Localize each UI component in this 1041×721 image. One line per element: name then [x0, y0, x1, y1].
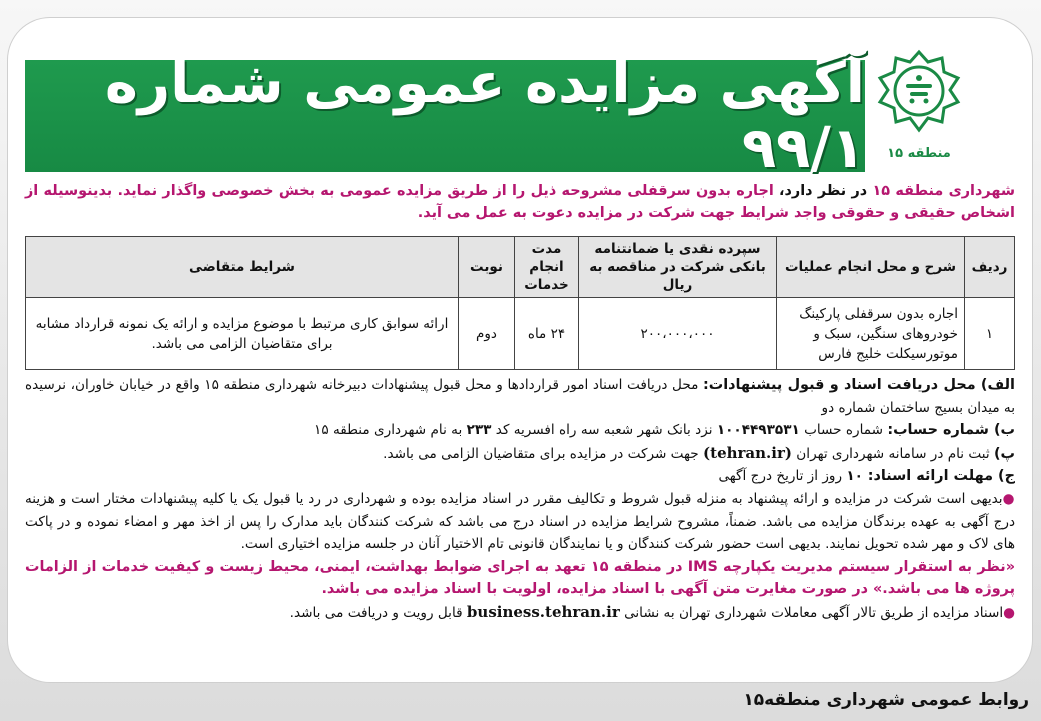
col-header-deposit: سپرده نقدی یا ضمانتنامه بانکی شرکت در مناقصه به ریال	[579, 237, 777, 298]
ims-notice	[25, 556, 1015, 601]
intro-connector: در نظر دارد،	[773, 183, 873, 199]
section-j-text: روز از تاریخ درج آگهی	[718, 468, 847, 485]
cell-row: ۱	[965, 298, 1015, 370]
bullet-documents-text1: اسناد مزایده از طریق تالار آگهی معاملات شهرداری تهران به نشانی	[619, 604, 1004, 621]
col-header-desc: شرح و محل انجام عملیات	[777, 237, 965, 298]
logo-district-label: منطقه ۱۵	[887, 146, 951, 161]
section-p-label: پ)	[993, 445, 1015, 462]
intro-org-name: شهرداری منطقه ۱۵	[872, 183, 1015, 199]
account-number: ۱۰۰۴۴۹۳۵۳۱	[716, 422, 800, 439]
col-header-row: ردیف	[965, 237, 1015, 298]
section-a-label: الف) محل دریافت اسناد و قبول پیشنهادات:	[703, 377, 1015, 393]
tehran-municipality-emblem-icon	[876, 48, 962, 144]
intro-body: اجاره بدون سرقفلی مشروحه ذیل را از طریق مزایده عمومی به بخش خصوصی واگذار نماید. بدینوسیله از اشخاص حقیقی و حقوقی واجد شرایط جهت شرکت در مزایده دعوت به عمل می آید.	[25, 183, 1015, 221]
section-b-label: ب) شماره حساب:	[887, 422, 1015, 439]
deadline-days: ۱۰	[846, 468, 868, 485]
intro-paragraph	[25, 180, 1015, 224]
col-header-round: نوبت	[459, 237, 515, 298]
cell-deposit: ۲۰۰،۰۰۰،۰۰۰	[579, 298, 777, 370]
bullet-terms	[25, 488, 1015, 556]
cell-duration: ۲۴ ماه	[515, 298, 579, 370]
section-j	[25, 465, 1015, 488]
page-title: آگهی مزایده عمومی شماره ۹۹/۱	[104, 51, 865, 181]
branch-code: ۲۳۳	[466, 422, 492, 439]
cell-conditions: ارائه سوابق کاری مرتبط با موضوع مزایده و ارائه یک نمونه قرارداد مشابه برای متقاضیان الزامی می باشد.	[26, 298, 459, 370]
section-b-text2: نزد بانک شهر شعبه سه راه افسریه کد	[491, 422, 717, 439]
cell-round: دوم	[459, 298, 515, 370]
col-header-conditions: شرایط متقاضی	[26, 237, 459, 298]
cell-desc: اجاره بدون سرقفلی پارکینگ خودروهای سنگین، سبک و موتورسیکلت خلیج فارس	[777, 298, 965, 370]
table-header-row	[26, 237, 1015, 298]
section-b	[25, 419, 1015, 442]
bullet-icon: ●	[1002, 490, 1015, 507]
section-p-text1: ثبت نام در سامانه شهرداری تهران	[791, 445, 994, 462]
title-banner	[25, 51, 865, 181]
bullet-documents-text2: قابل رویت و دریافت می باشد.	[289, 604, 467, 621]
business-tehran-link[interactable]: business.tehran.ir	[466, 602, 620, 621]
table-row	[26, 298, 1015, 370]
tehran-ir-link[interactable]: (tehran.ir)	[703, 443, 792, 462]
section-b-text3: به نام شهرداری منطقه ۱۵	[314, 422, 467, 439]
section-b-text1: شماره حساب	[799, 422, 888, 439]
municipality-logo	[874, 48, 964, 176]
section-p	[25, 442, 1015, 466]
auction-table	[25, 236, 1015, 370]
bullet-terms-text: بدیهی است شرکت در مزایده و ارائه پیشنهاد به منزله قبول شروط و تکالیف مقرر در اسناد مزایده بوده و شهرداری در رد یا قبول یک یا کلیه پیشنهادات مختار است و هزینه درج آگهی به عهده برندگان مزایده می باشد. ضمناً، مشروح شرایط مزایده در اسناد درج می باشد که شرکت کنندگان باید مدارک را پس از اخذ مهر و امضاء نموده و در پاکت های لاک و مهر شده تحویل نمایند. بدیهی است حضور شرکت کنندگان و یا نمایندگان قانونی تام الاختیار آنان در جلسه مزایده اختیاری است.	[25, 490, 1015, 553]
ims-notice-text: «نظر به استقرار سیستم مدیریت یکپارچه IMS در منطقه ۱۵ تعهد به اجرای ضوابط بهداشت، ایمنی، محیط زیست و کیفیت خدمات از الزامات پروژه ها می باشد.» در صورت مغایرت متن آگهی با اسناد مزایده، اولویت با اسناد مزایده می باشد.	[25, 558, 1015, 598]
col-header-duration: مدت انجام خدمات	[515, 237, 579, 298]
bullet-icon: ●	[1003, 604, 1015, 621]
section-j-label: ج) مهلت ارائه اسناد:	[867, 468, 1015, 485]
notice-body	[25, 374, 1015, 625]
bullet-documents	[25, 601, 1015, 625]
section-a	[25, 374, 1015, 419]
footer-signature: روابط عمومی شهرداری منطقه۱۵	[743, 690, 1029, 710]
section-a-text: محل دریافت اسناد امور قراردادها و محل قبول پیشنهادات دبیرخانه شهرداری منطقه ۱۵ واقع در خیابان خاوران، نرسیده به میدان بسیج ساختمان شماره دو	[25, 377, 1015, 416]
section-p-text2: جهت شرکت در مزایده برای متقاضیان الزامی می باشد.	[383, 445, 704, 462]
